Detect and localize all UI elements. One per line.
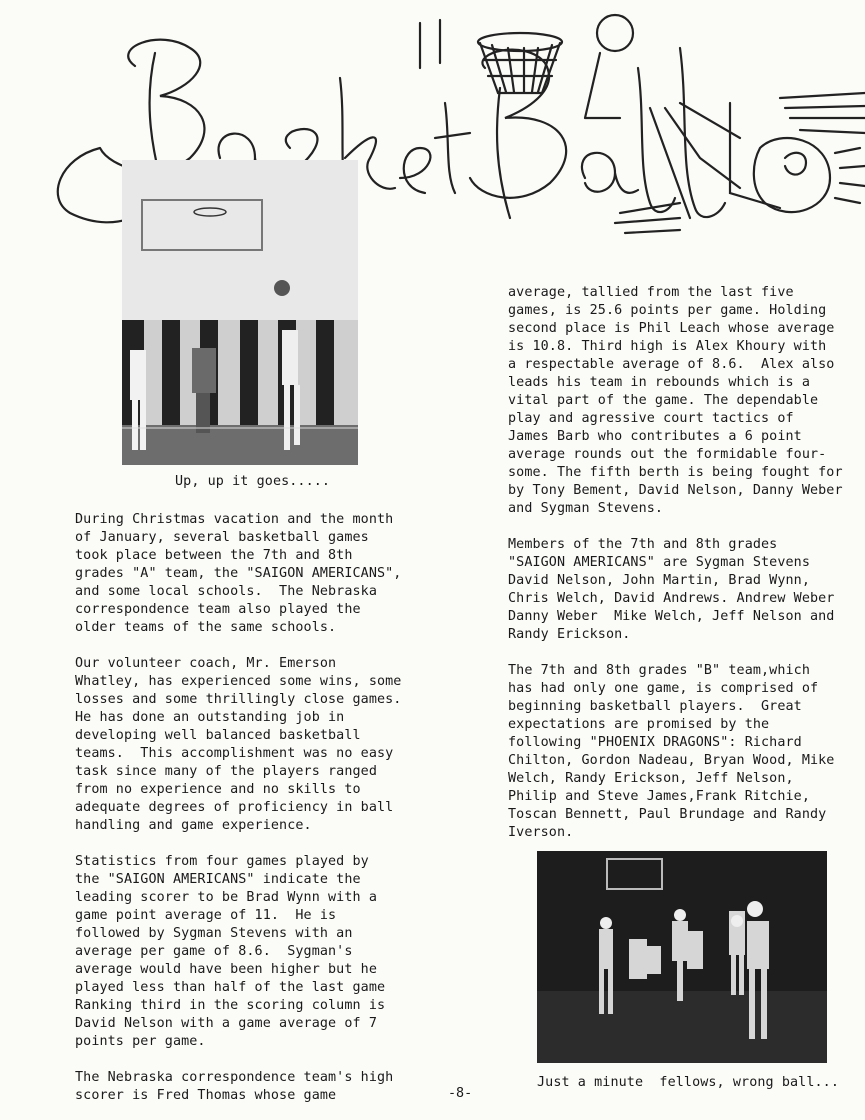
photo-players-on-court bbox=[537, 851, 827, 1063]
right-paragraph-2: Members of the 7th and 8th grades "SAIGON AMERICANS" are Sygman Stevens David Nelson, John Martin, Brad Wynn, Chris Welch, David Andrews. Andrew Weber Danny Weber Mike Welch, Jeff Nelson and Randy Erickson. bbox=[508, 537, 835, 642]
left-paragraph-2: Our volunteer coach, Mr. Emerson Whatley, has experienced some wins, some losses and some thrillingly close games. He has done an outstanding job in developing well balanced basketball teams. This accomplishment was no easy task since many of the players ranged from no experience and no skills to adequate degrees of proficiency in ball handling and game experience. bbox=[75, 656, 402, 833]
left-paragraph-3: Statistics from four games played by the "SAIGON AMERICANS" indicate the leading scorer to be Brad Wynn with a game point average of 11. He is followed by Sygman Stevens with an average per game of 8.6. Sygman's average would have been higher but he played less than half of the last game Ranking third in the scoring column is David Nelson with a game average of 7 points per game. bbox=[75, 854, 386, 1049]
photo-boys-shooting-basketball bbox=[122, 160, 358, 465]
left-paragraph-1: During Christmas vacation and the month of January, several basketball games took place between the 7th and 8th grades "A" team, the "SAIGON AMERICANS", and some local schools. The Nebraska correspondence team also played the older teams of the same schools. bbox=[75, 512, 402, 635]
page-number: -8- bbox=[448, 1086, 473, 1101]
left-paragraph-4: The Nebraska correspondence team's high scorer is Fred Thomas whose game bbox=[75, 1070, 394, 1103]
right-paragraph-1: average, tallied from the last five games, is 25.6 points per game. Holding second place is Phil Leach whose average is 10.8. Third high is Alex Khoury with a respectable average of 8.6. Alex also leads his team in rebounds which is a vital part of the game. The dependable play and agressive court tactics of James Barb who contributes a 6 point average rounds out the formidable four- some. The fifth berth is being fought for by Tony Bement, David Nelson, Danny Weber and Sygman Stevens. bbox=[508, 285, 843, 516]
top-photo-caption: Up, up it goes..... bbox=[175, 474, 331, 489]
right-paragraph-3: The 7th and 8th grades "B" team,which has had only one game, is comprised of beginning basketball players. Great expectations are promised by the following "PHOENIX DRAGONS": Richard Chilton, Gordon Nadeau, Bryan Wood, Mike Welch, Randy Erickson, Jeff Nelson, Philip and Steve James,Frank Ritchie, Toscan Bennett, Paul Brundage and Randy Iverson. bbox=[508, 663, 835, 840]
title-text: Basket Ball bbox=[40, 8, 47, 9]
bottom-photo-caption: Just a minute fellows, wrong ball... bbox=[537, 1075, 839, 1090]
